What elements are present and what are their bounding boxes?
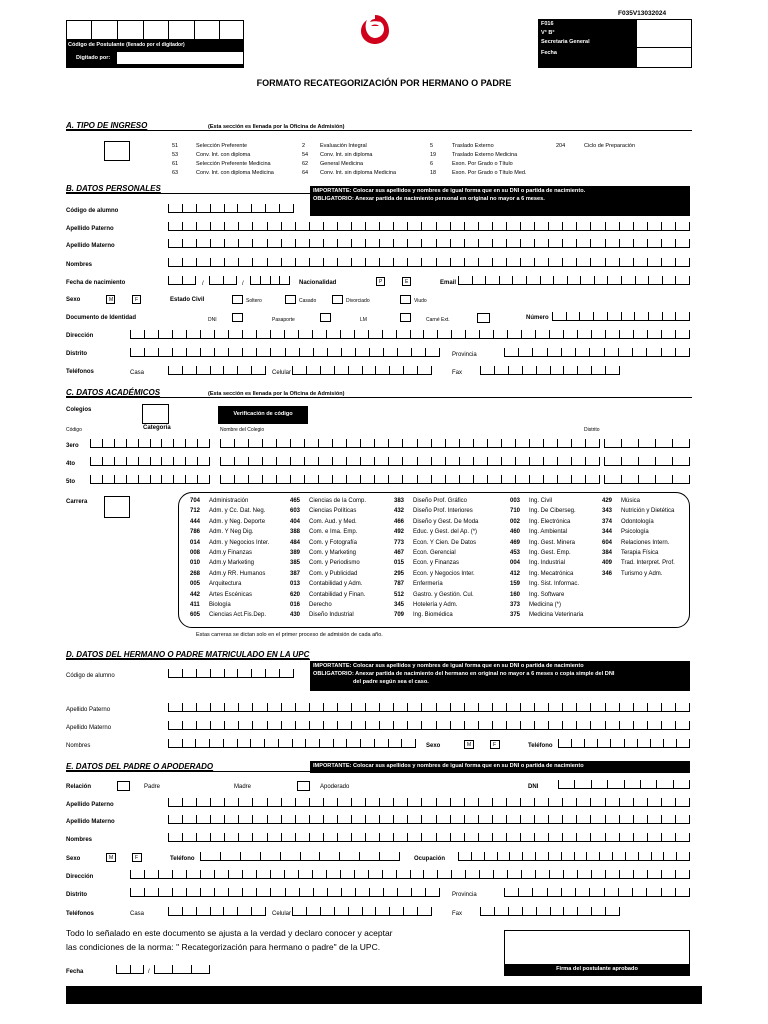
nombres-field[interactable] [168, 259, 690, 267]
e-sexo-m-box[interactable]: M [106, 853, 116, 862]
soltero-label: Soltero [246, 298, 262, 304]
form-code: F035V13032024 [618, 10, 667, 17]
career-name: Diseño Prof. Gráfico [413, 498, 468, 504]
casa-field[interactable] [168, 367, 266, 375]
fecha-sep: / [148, 969, 150, 975]
career-name: Ciencias Act.Fis.Dep. [209, 612, 267, 619]
career-code: 013 [290, 581, 301, 588]
career-code: 385 [290, 560, 301, 567]
e-dni-label: DNI [528, 784, 539, 790]
career-name: Ciencias Políticas [309, 508, 357, 515]
career-code: 404 [290, 518, 301, 525]
career-code: 343 [602, 508, 613, 515]
declaration-line2: las condiciones de la norma: " Recategorización para hermano o padre" de la UPC. [66, 942, 381, 952]
career-code: 015 [394, 560, 405, 567]
career-name: Ciencias de la Comp. [309, 498, 367, 504]
celular-label: Celular [272, 370, 292, 376]
secC-title: C. DATOS ACADÉMICOS [66, 388, 161, 397]
career-code: 384 [602, 550, 613, 556]
tipo-ingreso-label: Selección Preferente [196, 143, 248, 149]
nacionalidad-p-box[interactable]: P [376, 277, 385, 286]
career-name: Com. y Fotografía [309, 539, 358, 546]
footer-bar [66, 986, 702, 1004]
career-code: 512 [394, 591, 405, 598]
colegio-3-district[interactable] [604, 440, 690, 448]
colegio-5-district[interactable] [604, 476, 690, 484]
colegio-5-code[interactable] [90, 476, 210, 484]
distrito-field[interactable] [130, 349, 440, 357]
side-secretaria: Secretaria General [541, 39, 590, 45]
e-sexo-label: Sexo [66, 856, 81, 862]
codigo-postulante-cells[interactable] [66, 20, 244, 40]
secA-rule [66, 130, 692, 131]
tipo-ingreso-code: 53 [172, 152, 179, 158]
career-name: Medicina (*) [529, 602, 562, 608]
d-sexo-m-box[interactable]: M [464, 740, 474, 749]
side-vb: V° B° [541, 30, 555, 36]
apellido-materno-label: Apellido Materno [66, 243, 115, 249]
career-code: 429 [602, 498, 613, 504]
tipo-ingreso-label: Conv. Int. con diploma [196, 152, 251, 158]
sexo-label: Sexo [66, 297, 81, 303]
career-name: Adm. y Neg. Deporte [209, 518, 266, 525]
career-code: 469 [510, 539, 521, 546]
career-code: 712 [190, 508, 201, 515]
tipo-ingreso-code: 2 [302, 143, 306, 149]
direccion-field[interactable] [130, 331, 690, 339]
e-apoderado-box[interactable] [297, 781, 310, 791]
secB-notice: IMPORTANTE: Colocar sus apellidos y nombres de igual forma que en su DNI o partida de nacimiento. OBLIGATORIO: Anexar partida de nacimiento personal en original no mayor a 6 meses. [310, 186, 690, 216]
career-code: 432 [394, 508, 405, 515]
career-code: 430 [290, 612, 301, 619]
career-code: 388 [290, 529, 301, 536]
tipo-ingreso-label: Ciclo de Preparación [584, 143, 636, 149]
codigo-col-header: Código [66, 427, 82, 433]
d-apellido-materno-label: Apellido Materno [66, 725, 112, 731]
career-code: 383 [394, 498, 405, 504]
codigo-postulante-label: Código de Postulante (llenado por el digitador) [68, 42, 185, 48]
tipo-ingreso-code: 63 [172, 170, 179, 176]
e-casa-label: Casa [130, 911, 145, 917]
d-apellido-paterno-field[interactable] [168, 704, 690, 712]
fecha-mm[interactable] [154, 966, 210, 974]
fecha-nac-yy[interactable] [250, 277, 290, 285]
tipo-ingreso-label: Evaluación Integral [320, 143, 367, 149]
career-code: 787 [394, 581, 405, 588]
verificacion-badge: Verificación de código [218, 406, 308, 424]
tipo-ingreso-code: 64 [302, 170, 309, 176]
tipo-ingreso-code: 18 [430, 170, 437, 176]
carne-box[interactable] [477, 313, 490, 323]
tipo-ingreso-code: 62 [302, 161, 309, 167]
grade-4: 4to [66, 461, 75, 467]
career-code: 345 [394, 602, 405, 608]
numero-label: Número [526, 315, 549, 321]
career-name: Ing. Biomédica [413, 612, 453, 619]
secE-notice: IMPORTANTE: Colocar sus apellidos y nombres de igual forma que en su DNI o partida de nacimiento [310, 761, 690, 773]
page-title: FORMATO RECATEGORIZACIÓN POR HERMANO O PADRE [256, 78, 512, 88]
career-code: 003 [510, 498, 521, 504]
categoria-col-header: Categoría [143, 425, 171, 431]
career-code: 603 [290, 508, 301, 515]
tipo-ingreso-label: General Medicina [320, 161, 364, 167]
e-apellido-paterno-field[interactable] [168, 799, 690, 807]
e-madre-option: Madre [234, 784, 252, 790]
e-direccion-label: Dirección [66, 874, 94, 880]
fecha-nac-mm[interactable] [209, 277, 237, 285]
soltero-box[interactable] [232, 295, 243, 304]
career-code: 344 [602, 529, 613, 536]
tipo-ingreso-label: Exon. Por Grado o Título Med. [452, 170, 527, 176]
career-name: Odontología [621, 518, 654, 525]
e-casa-field[interactable] [168, 908, 266, 916]
career-code: 002 [510, 518, 521, 525]
career-name: Música [621, 498, 641, 504]
career-name: Ing. De Ciberseg. [529, 508, 576, 515]
career-code: 467 [394, 550, 405, 556]
provincia-label: Provincia [452, 352, 477, 358]
casa-label: Casa [130, 370, 145, 376]
career-name: Adm.y RR. Humanos [209, 570, 266, 577]
career-name: Ing. Software [529, 591, 565, 598]
apellido-paterno-field[interactable] [168, 223, 690, 231]
career-name: Com. e Ima. Emp. [309, 529, 358, 536]
career-code: 444 [190, 518, 201, 525]
career-code: 387 [290, 570, 301, 577]
colegio-5-name[interactable] [220, 476, 600, 484]
career-name: Adm. y Cc. Dat. Neg. [209, 508, 266, 515]
d-apellido-paterno-label: Apellido Paterno [66, 707, 111, 713]
tipo-ingreso-box[interactable] [104, 141, 130, 161]
career-code: 014 [190, 539, 201, 546]
categoria-box[interactable] [142, 404, 169, 424]
d-codigo-alumno-label: Código de alumno [66, 673, 115, 679]
career-name: Contabilidad y Adm. [309, 581, 363, 588]
career-code: 160 [510, 591, 521, 598]
career-code: 373 [510, 602, 521, 608]
career-code: 375 [510, 612, 521, 619]
viudo-label: Viudo [414, 298, 427, 304]
numero-field[interactable] [552, 313, 690, 321]
tipo-ingreso-code: 204 [556, 143, 566, 149]
colegio-4-code[interactable] [90, 458, 210, 466]
d-telefono-label: Teléfono [528, 743, 553, 749]
e-telefono-field[interactable] [200, 853, 400, 861]
career-code: 411 [190, 602, 200, 608]
career-name: Com. y Periodismo [309, 560, 360, 567]
telefonos-label: Teléfonos [66, 369, 94, 375]
e-apellido-paterno-label: Apellido Paterno [66, 802, 114, 808]
career-code: 295 [394, 570, 405, 577]
career-name: Relaciones Intern. [621, 539, 670, 546]
tipo-ingreso-code: 61 [172, 161, 179, 167]
career-name: Terapia Física [621, 550, 659, 556]
career-name: Derecho [309, 602, 332, 608]
d-sexo-f-box[interactable]: F [490, 740, 500, 749]
careers-footnote: Estas carreras se dictan solo en el primer proceso de admisión de cada año. [196, 632, 383, 638]
carne-option: Carné Ext. [426, 317, 450, 323]
e-distrito-label: Distrito [66, 892, 87, 898]
tipo-ingreso-code: 19 [430, 152, 437, 158]
career-name: Diseño Prof. Interiores [413, 508, 473, 515]
codigo-alumno-label: Código de alumno [66, 208, 119, 214]
e-relacion-label: Relación [66, 784, 92, 790]
career-name: Nutrición y Dietética [621, 508, 675, 515]
e-distrito-field[interactable] [130, 889, 440, 897]
d-nombres-label: Nombres [66, 743, 91, 749]
career-code: 786 [190, 529, 201, 536]
colegio-4-name[interactable] [220, 458, 600, 466]
documento-label: Documento de Identidad [66, 315, 137, 321]
lm-option: LM [360, 317, 367, 323]
celular-field[interactable] [292, 367, 432, 375]
career-name: Econ. y Negocios Inter. [413, 570, 475, 577]
grade-3: 3ero [66, 443, 79, 449]
email-label: Email [440, 280, 457, 286]
tipo-ingreso-code: 54 [302, 152, 309, 158]
career-name: Medicina Veterinaria [529, 612, 584, 619]
career-name: Turismo y Adm. [621, 570, 663, 577]
career-code: 008 [190, 550, 201, 556]
career-name: Gastro. y Gestión. Cul. [413, 591, 474, 598]
career-code: 010 [190, 560, 201, 567]
career-code: 374 [602, 518, 613, 525]
career-name: Arquitectura [209, 581, 242, 588]
career-name: Ing. Industrial [529, 560, 566, 567]
sexo-m-box[interactable]: M [106, 295, 115, 304]
fecha-dd[interactable] [116, 966, 144, 974]
d-telefono-field[interactable] [558, 740, 690, 748]
digitado-por-field[interactable] [116, 51, 244, 65]
e-telefono-label: Teléfono [170, 856, 195, 862]
e-provincia-field[interactable] [504, 889, 690, 897]
email-field[interactable] [458, 277, 690, 285]
tipo-ingreso-code: 5 [430, 143, 434, 149]
tipo-ingreso-code: 51 [172, 143, 179, 149]
fecha-nac-dd[interactable] [168, 277, 196, 285]
e-provincia-label: Provincia [452, 892, 477, 898]
career-name: Ing. Civil [529, 498, 553, 504]
secD-notice: IMPORTANTE: Colocar sus apellidos y nombres de igual forma que en su DNI o partida de nacimiento OBLIGATORIO: Anexar partida de nacimiento del hermano en original no mayor a 6 meses o copia simple del DNI del padre según sea el caso. [310, 661, 690, 691]
tipo-ingreso-code: 6 [430, 161, 434, 167]
e-telefonos-label: Teléfonos [66, 911, 94, 917]
career-code: 492 [394, 529, 405, 536]
career-name: Trad. Interpret. Prof. [621, 560, 675, 567]
e-celular-label: Celular [272, 911, 292, 917]
colegios-label: Colegios [66, 407, 92, 413]
dni-option: DNI [208, 317, 217, 323]
carrera-box[interactable] [104, 496, 130, 518]
career-code: 605 [190, 612, 201, 619]
career-code: 389 [290, 550, 301, 556]
career-name: Ing. Electrónica [529, 518, 571, 525]
nacionalidad-label: Nacionalidad [299, 280, 337, 286]
secA-title: A. TIPO DE INGRESO [66, 121, 148, 130]
career-code: 346 [602, 570, 613, 577]
career-name: Diseño y Gest. De Moda [413, 518, 479, 525]
secE-title: E. DATOS DEL PADRE O APODERADO [66, 762, 214, 771]
career-code: 412 [510, 570, 521, 577]
career-name: Artes Escénicas [209, 591, 253, 598]
secA-note: (Esta sección es llenada por la Oficina de Admisión) [208, 124, 345, 130]
career-code: 442 [190, 591, 201, 598]
career-code: 704 [190, 498, 201, 504]
career-name: Psicología [621, 529, 649, 536]
career-code: 268 [190, 570, 201, 577]
tipo-ingreso-label: Selección Preferente Medicina [196, 161, 271, 167]
career-code: 005 [190, 581, 201, 588]
carrera-label: Carrera [66, 499, 88, 505]
career-name: Com. Aud. y Med. [309, 518, 357, 525]
career-name: Econ. y Finanzas [413, 560, 460, 567]
nacionalidad-e-box[interactable]: E [402, 277, 411, 286]
d-codigo-alumno-field[interactable] [168, 670, 294, 678]
casado-box[interactable] [285, 295, 296, 304]
firma-label: Firma del postulante aprobado [504, 964, 690, 976]
declaration-line1: Todo lo señalado en este documento se ajusta a la verdad y declaro conocer y aceptar [66, 928, 393, 938]
e-celular-field[interactable] [292, 908, 432, 916]
apellido-paterno-label: Apellido Paterno [66, 226, 114, 232]
career-name: Com. y Publicidad [309, 570, 358, 577]
career-code: 460 [510, 529, 521, 536]
provincia-field[interactable] [504, 349, 690, 357]
career-name: Ing. Gest. Minera [529, 539, 576, 546]
career-name: Adm.y Finanzas [209, 550, 253, 556]
career-code: 484 [290, 539, 301, 546]
distrito-label: Distrito [66, 351, 87, 357]
tipo-ingreso-label: Conv. Int. con diploma Medicina [196, 170, 274, 176]
career-code: 004 [510, 560, 521, 567]
pasaporte-option: Pasaporte [272, 317, 295, 323]
career-name: Ing. Gest. Emp. [529, 550, 571, 556]
tipo-ingreso-label: Conv. Int. sin diploma [320, 152, 373, 158]
fecha-nacimiento-label: Fecha de nacimiento [66, 280, 126, 286]
colegio-3-name[interactable] [220, 440, 600, 448]
upc-logo [358, 12, 392, 46]
secC-rule [66, 397, 692, 398]
fax-field[interactable] [480, 367, 620, 375]
lm-box[interactable] [400, 313, 411, 322]
direccion-label: Dirección [66, 333, 94, 339]
career-code: 604 [602, 539, 613, 546]
fax-label: Fax [452, 370, 463, 376]
career-code: 709 [394, 612, 405, 619]
viudo-box[interactable] [400, 295, 411, 304]
nombres-label: Nombres [66, 262, 93, 268]
secD-title: D. DATOS DEL HERMANO O PADRE MATRICULADO EN LA UPC [66, 650, 310, 659]
e-direccion-field[interactable] [130, 871, 690, 879]
side-fecha: Fecha [541, 50, 557, 56]
estado-civil-label: Estado Civil [170, 297, 205, 303]
fecha-nac-sep2: / [242, 281, 244, 287]
career-name: Econ. Y Cien. De Datos [413, 539, 477, 546]
career-name: Educ. y Gest. del Ap. (*) [413, 529, 478, 536]
casado-label: Casado [299, 298, 317, 304]
apellido-materno-field[interactable] [168, 240, 690, 248]
d-apellido-materno-field[interactable] [168, 722, 690, 730]
colegio-3-code[interactable] [90, 440, 210, 448]
tipo-ingreso-label: Traslado Externo Medicina [452, 152, 518, 158]
career-name: Ing. Ambiental [529, 529, 568, 536]
tipo-ingreso-label: Exon. Por Grado o Título [452, 161, 513, 167]
career-code: 159 [510, 581, 521, 588]
career-code: 773 [394, 539, 405, 546]
d-nombres-field[interactable] [168, 740, 416, 748]
career-code: 710 [510, 508, 521, 515]
career-name: Enfermería [413, 581, 443, 588]
e-ocupacion-label: Ocupación [414, 856, 446, 862]
career-name: Ing. Sist. Informac. [529, 581, 580, 588]
e-dni-field[interactable] [558, 781, 690, 789]
tipo-ingreso-label: Traslado Externo [452, 143, 494, 149]
career-name: Ing. Mecatrónica [529, 570, 574, 577]
e-padre-option: Padre [144, 784, 161, 790]
e-ocupacion-field[interactable] [458, 853, 690, 861]
career-code: 620 [290, 591, 301, 598]
secC-note: (Esta sección es llenada por la Oficina de Admisión) [208, 391, 345, 397]
career-name: Com. y Marketing [309, 550, 357, 556]
divorciado-label: Divorciado [346, 298, 370, 304]
side-f016: F016 [541, 21, 554, 27]
digitado-por-label: Digitado por: [76, 55, 111, 61]
career-name: Administración [209, 498, 249, 504]
d-sexo-label: Sexo [426, 743, 441, 749]
pasaporte-box[interactable] [320, 313, 331, 322]
career-code: 409 [602, 560, 613, 567]
e-fax-field[interactable] [480, 908, 620, 916]
secB-title: B. DATOS PERSONALES [66, 184, 161, 193]
e-fax-label: Fax [452, 911, 463, 917]
divorciado-box[interactable] [332, 295, 343, 304]
career-name: Hotelería y Adm. [413, 602, 458, 608]
career-name: Econ. Gerencial [413, 550, 456, 556]
tipo-ingreso-label: Conv. Int. sin diploma Medicina [320, 170, 397, 176]
career-name: Adm.y Marketing [209, 560, 255, 567]
career-name: Contabilidad y Finan. [309, 591, 366, 598]
colegio-4-district[interactable] [604, 458, 690, 466]
career-code: 016 [290, 602, 301, 608]
career-name: Diseño Industrial [309, 612, 354, 619]
e-relacion-box[interactable] [117, 781, 130, 791]
nombre-colegio-col-header: Nombre del Colegio [220, 427, 265, 433]
e-nombres-field[interactable] [168, 834, 690, 842]
e-sexo-f-box[interactable]: F [132, 853, 142, 862]
career-code: 466 [394, 518, 405, 525]
codigo-alumno-field[interactable] [168, 205, 294, 213]
career-name: Adm. y Negocios Inter. [209, 539, 270, 546]
career-code: 453 [510, 550, 521, 556]
dni-box[interactable] [232, 313, 243, 322]
fecha-label: Fecha [66, 969, 84, 975]
e-apellido-materno-field[interactable] [168, 816, 690, 824]
career-name: Biología [209, 602, 231, 608]
career-code: 465 [290, 498, 301, 504]
grade-5: 5to [66, 479, 75, 485]
career-name: Adm. Y Neg Dig. [209, 529, 254, 536]
e-nombres-label: Nombres [66, 837, 93, 843]
fecha-nac-sep1: / [202, 281, 204, 287]
distrito-col-header: Distrito [584, 427, 600, 433]
e-apellido-materno-label: Apellido Materno [66, 819, 115, 825]
e-apoderado-option: Apoderado [320, 784, 350, 790]
sexo-f-box[interactable]: F [132, 295, 141, 304]
